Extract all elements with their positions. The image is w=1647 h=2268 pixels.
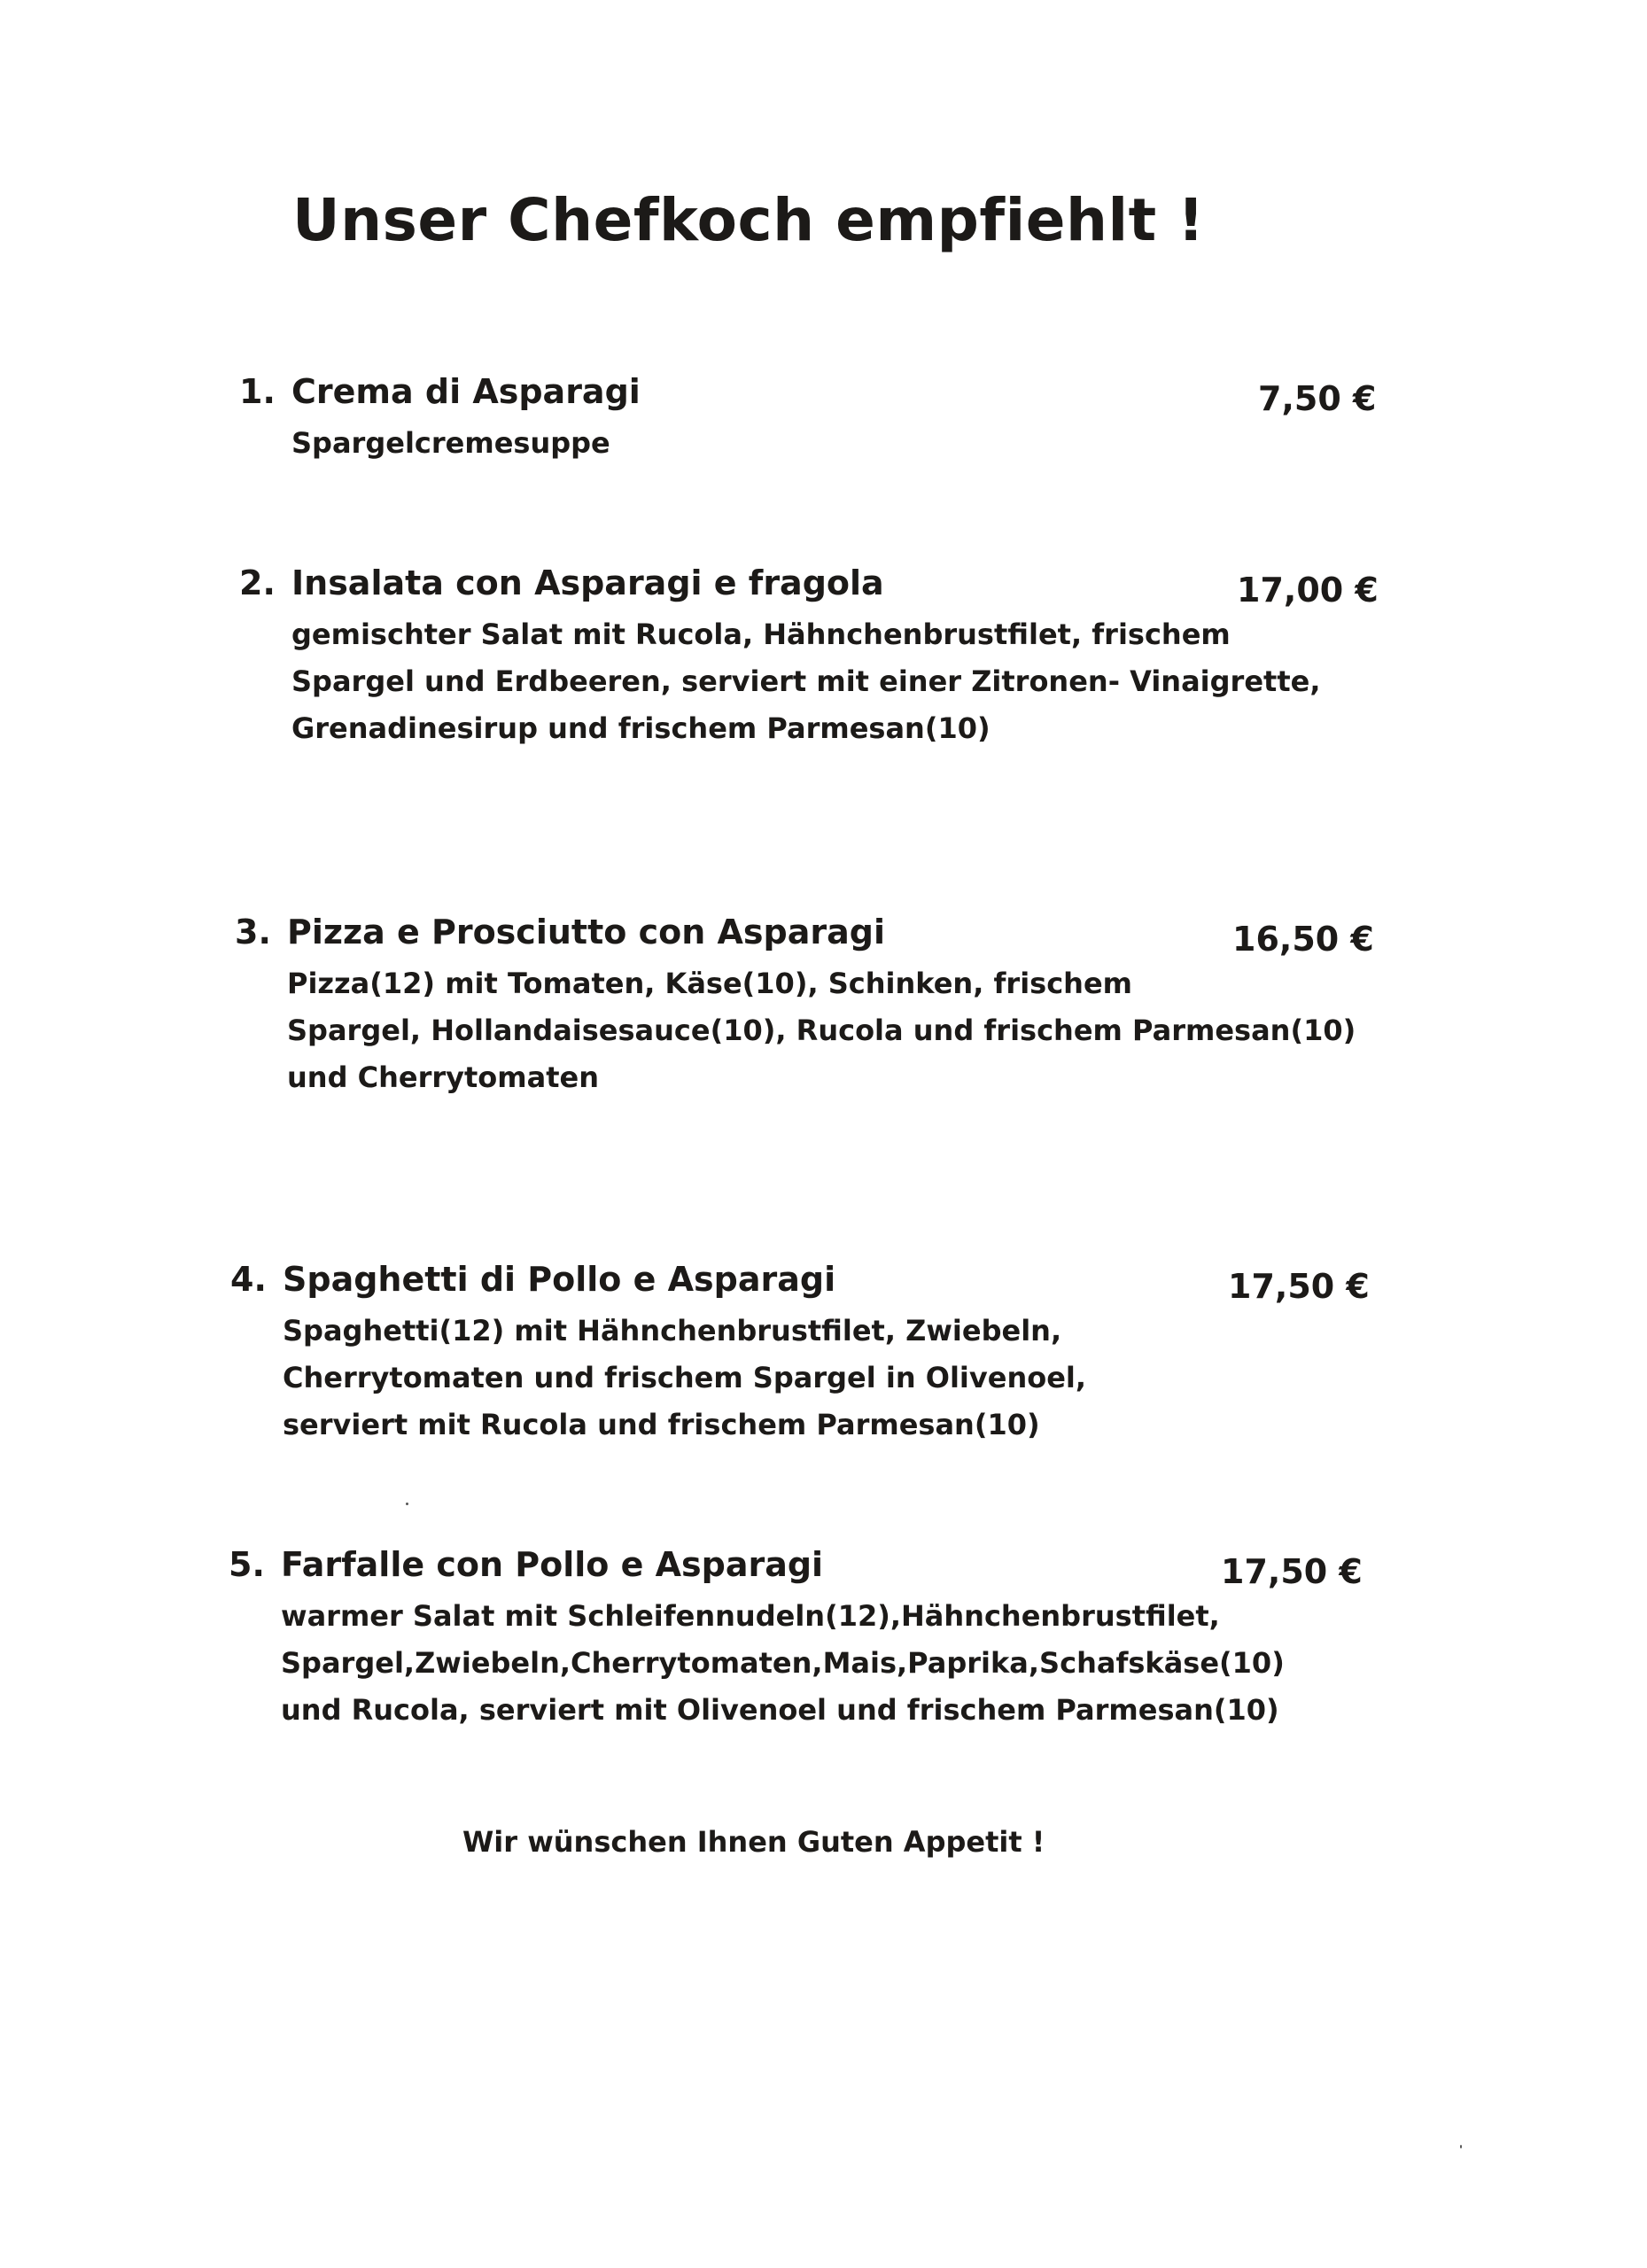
description-line: serviert mit Rucola und frischem Parmesan(10) [283, 1408, 1040, 1441]
menu-item-price: 16,50 € [1232, 920, 1374, 959]
menu-item-name: Crema di Asparagi [291, 372, 641, 411]
description-line: und Rucola, serviert mit Olivenoel und frischem Parmesan(10) [281, 1693, 1279, 1727]
description-line: Spargel und Erdbeeren, serviert mit einer Zitronen- Vinaigrette, [291, 664, 1321, 698]
menu-item-description [291, 420, 610, 467]
menu-item-number: 3. [235, 913, 271, 951]
menu-item-description [281, 1593, 1285, 1734]
description-line: Spargel,Zwiebeln,Cherrytomaten,Mais,Paprika,Schafskäse(10) [281, 1646, 1285, 1680]
menu-item-number: 2. [239, 563, 276, 602]
description-line: Spargelcremesuppe [291, 426, 610, 460]
menu-item-number: 1. [239, 372, 276, 411]
menu-title: Unser Chefkoch empfiehlt ! [292, 186, 1205, 254]
menu-item-number: 4. [230, 1260, 267, 1299]
menu-item-number: 5. [229, 1545, 265, 1584]
menu-item-name: Spaghetti di Pollo e Asparagi [283, 1260, 836, 1299]
description-line: Spargel, Hollandaisesauce(10), Rucola und frischem Parmesan(10) [287, 1014, 1356, 1047]
menu-item-name: Pizza e Prosciutto con Asparagi [287, 913, 885, 951]
closing-greeting: Wir wünschen Ihnen Guten Appetit ! [462, 1825, 1045, 1859]
menu-item-price: 17,50 € [1221, 1552, 1363, 1591]
menu-item-price: 7,50 € [1258, 379, 1377, 418]
menu-item-name: Insalata con Asparagi e fragola [291, 563, 884, 602]
menu-item-price: 17,50 € [1228, 1267, 1370, 1306]
description-line: Pizza(12) mit Tomaten, Käse(10), Schinken, frischem [287, 967, 1132, 1000]
description-line: warmer Salat mit Schleifennudeln(12),Hähnchenbrustfilet, [281, 1599, 1220, 1633]
menu-item-description [283, 1308, 1086, 1449]
scan-speck [1460, 2145, 1462, 2148]
description-line: Spaghetti(12) mit Hähnchenbrustfilet, Zwiebeln, [283, 1314, 1062, 1348]
menu-item-price: 17,00 € [1237, 571, 1379, 610]
description-line: gemischter Salat mit Rucola, Hähnchenbrustfilet, frischem [291, 617, 1231, 651]
menu-item-description [291, 611, 1320, 752]
description-line: Grenadinesirup und frischem Parmesan(10) [291, 711, 991, 745]
menu-item-name: Farfalle con Pollo e Asparagi [281, 1545, 824, 1584]
menu-item-description [287, 960, 1356, 1101]
description-line: und Cherrytomaten [287, 1060, 599, 1094]
description-line: Cherrytomaten und frischem Spargel in Olivenoel, [283, 1361, 1087, 1394]
scan-speck [406, 1503, 408, 1505]
